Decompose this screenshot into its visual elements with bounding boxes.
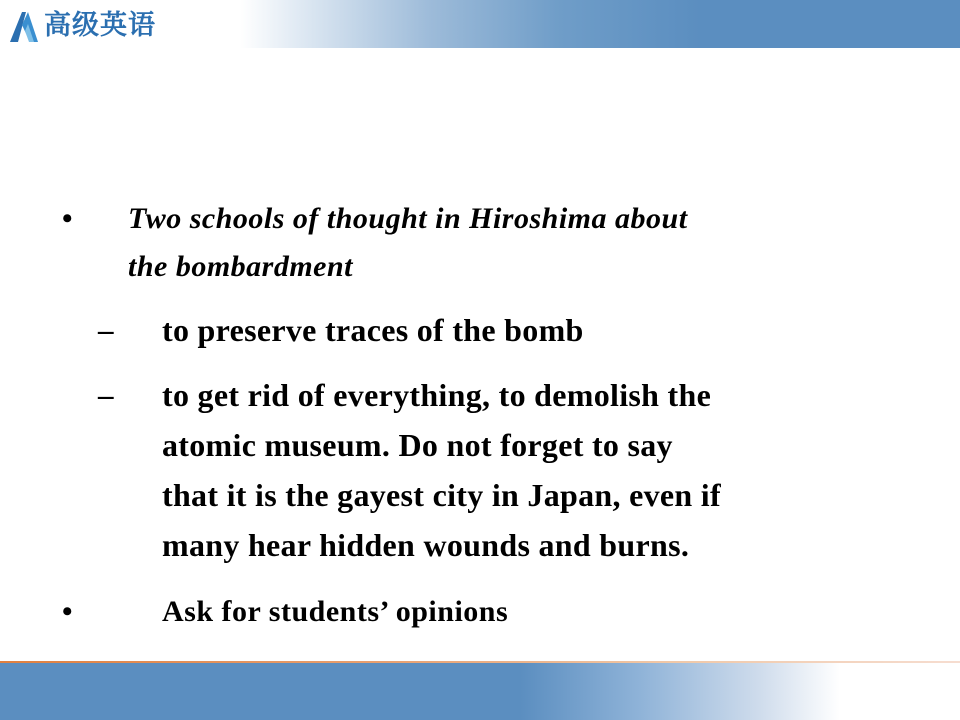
sub-bullet-marker: – (98, 377, 114, 412)
sub-bullet-text-line: to get rid of everything, to demolish the (162, 377, 712, 413)
sub-bullet-text-line: that it is the gayest city in Japan, even if (162, 477, 721, 513)
bullet-marker: • (62, 595, 73, 628)
bullet-text-line: the bombardment (128, 250, 354, 283)
sub-bullet-text-line: atomic museum. Do not forget to say (162, 427, 673, 463)
bullet-marker: • (62, 202, 73, 235)
sub-bullet-text-line: many hear hidden wounds and burns. (162, 527, 690, 563)
bullet-text-line: Two schools of thought in Hiroshima about (128, 202, 688, 235)
bullet-text-line: Ask for students’ opinions (162, 595, 509, 628)
logo-text: 高级英语 (44, 10, 156, 41)
sub-bullet-marker: – (98, 312, 114, 347)
sub-bullet-text-line: to preserve traces of the bomb (162, 312, 584, 348)
footer-band (0, 663, 960, 720)
